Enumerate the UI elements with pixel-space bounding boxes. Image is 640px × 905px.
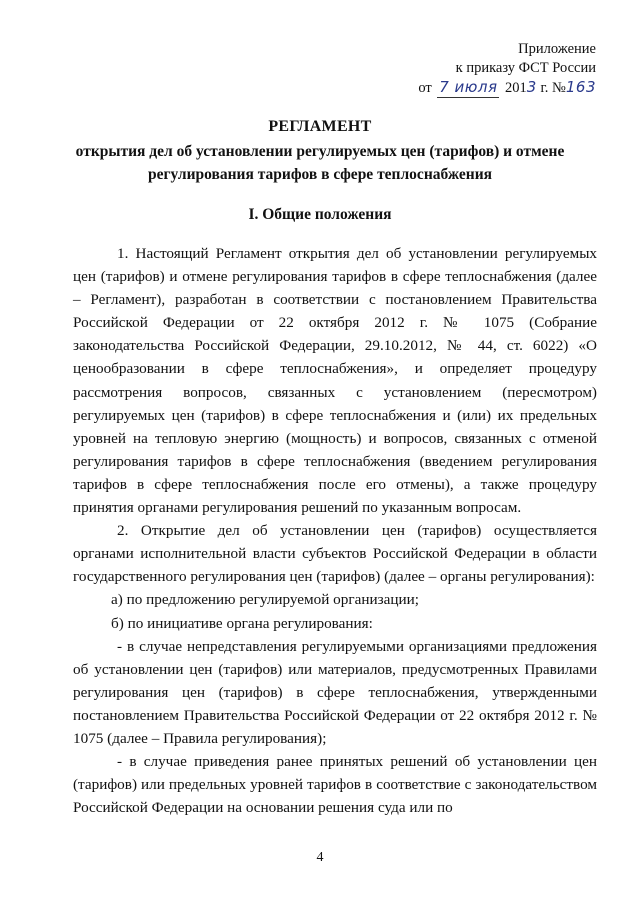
sub-item-2: - в случае приведения ранее принятых решений об установлении цен (тарифов) или предельных уровней тарифов в соответствие с законодательством Российской Федерации на основании решения суда или по	[73, 753, 597, 817]
paragraph-2: 2. Открытие дел об установлении цен (тарифов) осуществляется органами исполнительной власти субъектов Российской Федерации в области государственного регулирования цен (тарифов) (далее – органы регулирования):	[73, 522, 597, 586]
list-item-a: а) по предложению регулируемой организации;	[111, 591, 419, 609]
handwritten-year-digit: 3	[526, 78, 537, 96]
page-number: 4	[316, 850, 324, 865]
subtitle-line-1: открытия дел об установлении регулируемых цен (тарифов) и отмене	[75, 143, 565, 160]
subtitle-line-2: регулирования тарифов в сфере теплоснабжения	[147, 166, 493, 183]
paragraph-1: 1. Настоящий Регламент открытия дел об установлении регулируемых цен (тарифов) и отмене регулирования тарифов в сфере теплоснабжения (далее – Регламент), разработан в соответствии с постановлением Правительства Российской Федерации от 22 октября 2012 г. № 1075 (Собрание законодательства Российской Федерации, 29.10.2012, № 44, ст. 6022) «О ценообразовании в сфере теплоснабжения», и определяет процедуру рассмотрения вопросов, связанных с установлением (пересмотром) регулируемых цен (тарифов) в сфере теплоснабжения и (или) их предельных уровней на тепловую энергию (мощность) и вопросов, связанных с отменой регулирования тарифов в сфере теплоснабжения (введением регулирования тарифов в сфере теплоснабжения после его отмены), а также процедуру принятия органами регулирования решений по указанным вопросам.	[73, 245, 597, 517]
attachment-date-line	[418, 78, 596, 98]
handwritten-order-number: 163	[565, 78, 596, 96]
attachment-label: Приложение	[518, 41, 596, 57]
section-heading: I. Общие положения	[248, 206, 392, 223]
document-subtitle	[0, 140, 640, 186]
document-body	[73, 242, 597, 819]
year-text: 201	[505, 80, 527, 96]
document-title: РЕГЛАМЕНТ	[268, 118, 372, 135]
list-item-b: б) по инициативе органа регулирования:	[111, 614, 373, 632]
year-suffix: г. №	[536, 80, 566, 96]
attachment-header	[418, 40, 596, 98]
from-label: от	[418, 80, 432, 96]
attachment-order-ref: к приказу ФСТ России	[455, 60, 596, 76]
sub-item-1: - в случае непредставления регулируемыми организациями предложения об установлении цен (тарифов) или материалов, предусмотренных Правилами регулирования цен (тарифов) в сфере теплоснабжения, утвержденными постановлением Правительства Российской Федерации от 22 октября 2012 г. № 1075 (далее – Правила регулирования);	[73, 637, 597, 747]
handwritten-date: 7 июля	[439, 78, 498, 96]
